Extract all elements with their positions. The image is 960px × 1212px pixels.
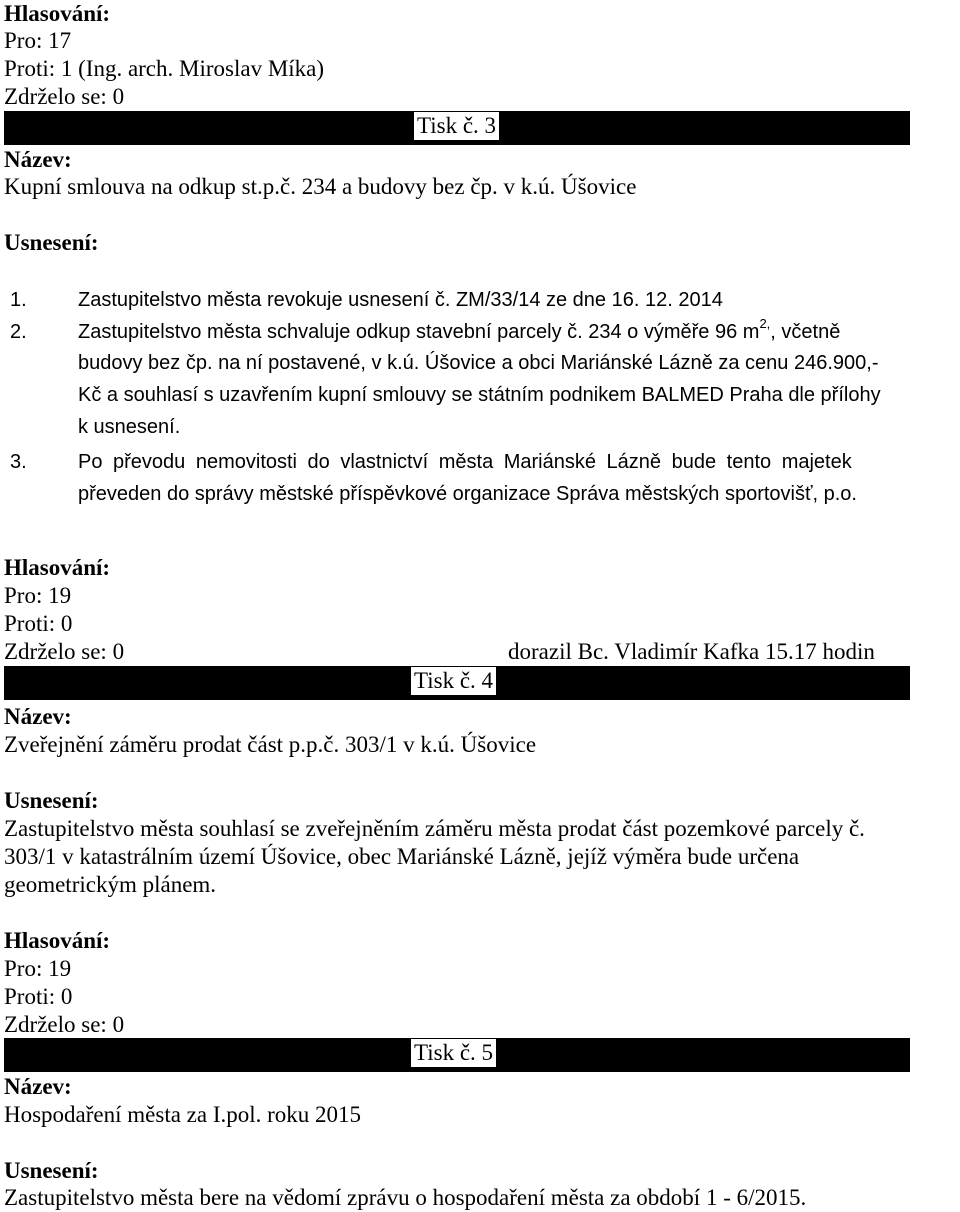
item-text-line: Zastupitelstvo města schvaluje odkup stavební parcely č. 234 o výměře 96 $m^{2,}$, včetně bbox=[78, 316, 841, 343]
votes-for: Pro: 19 bbox=[4, 956, 72, 981]
votes-abstained: Zdrželo se: 0 bbox=[4, 1012, 125, 1037]
voting-heading: Hlasování: bbox=[4, 1, 111, 26]
resolution-text-line: Zastupitelstvo města bere na vědomí zprávu o hospodaření města za období 1 - 6/2015. bbox=[4, 1185, 807, 1210]
item-text-line: k usnesení. bbox=[78, 416, 181, 438]
print-name: Kupní smlouva na odkup st.p.č. 234 a budovy bez čp. v k.ú. Úšovice bbox=[4, 174, 637, 199]
item-number: 1. bbox=[10, 289, 27, 311]
votes-for: Pro: 17 bbox=[4, 28, 72, 53]
resolution-text-line: 303/1 v katastrálním území Úšovice, obec Mariánské Lázně, jejíž výměra bude určena bbox=[4, 844, 800, 869]
print-header-label: Tisk č. 3 bbox=[414, 112, 499, 140]
print-header-label: Tisk č. 5 bbox=[411, 1039, 496, 1067]
name-heading: Název: bbox=[4, 1074, 72, 1099]
resolution-text-line: Zastupitelstvo města souhlasí se zveřejněním záměru města prodat část pozemkové parcely č. bbox=[4, 816, 865, 841]
print-name: Hospodaření města za I.pol. roku 2015 bbox=[4, 1102, 362, 1127]
name-heading: Název: bbox=[4, 147, 72, 172]
item-text: Zastupitelstvo města revokuje usnesení č. ZM/33/14 ze dne 16. 12. 2014 bbox=[78, 289, 723, 311]
item-text-line: převeden do správy městské příspěvkové organizace Správa městských sportovišť, p.o. bbox=[78, 483, 857, 505]
print-name: Zveřejnění záměru prodat část p.p.č. 303/1 v k.ú. Úšovice bbox=[4, 732, 537, 757]
votes-abstained: Zdrželo se: 0 bbox=[4, 84, 125, 109]
votes-against: Proti: 0 bbox=[4, 611, 73, 636]
votes-abstained: Zdrželo se: 0 bbox=[4, 639, 125, 664]
item-text-line: Po převodu nemovitosti do vlastnictví města Mariánské Lázně bude tento majetek bbox=[78, 451, 852, 473]
voting-heading: Hlasování: bbox=[4, 928, 111, 953]
votes-against: Proti: 0 bbox=[4, 984, 73, 1009]
arrival-note: dorazil Bc. Vladimír Kafka 15.17 hodin bbox=[508, 639, 875, 664]
print-header-label: Tisk č. 4 bbox=[411, 667, 496, 695]
resolution-text-line: geometrickým plánem. bbox=[4, 872, 217, 897]
votes-against: Proti: 1 (Ing. arch. Miroslav Míka) bbox=[4, 56, 325, 81]
item-number: 3. bbox=[10, 451, 27, 473]
voting-heading: Hlasování: bbox=[4, 555, 111, 580]
item-text-line: Kč a souhlasí s uzavřením kupní smlouvy se státním podnikem BALMED Praha dle přílohy bbox=[78, 384, 881, 406]
item-text-line: budovy bez čp. na ní postavené, v k.ú. Úšovice a obci Mariánské Lázně za cenu 246.900,- bbox=[78, 352, 879, 374]
name-heading: Název: bbox=[4, 704, 72, 729]
resolution-heading: Usnesení: bbox=[4, 230, 99, 255]
resolution-heading: Usnesení: bbox=[4, 1158, 99, 1183]
item-number: 2. bbox=[10, 321, 27, 343]
votes-for: Pro: 19 bbox=[4, 583, 72, 608]
resolution-heading: Usnesení: bbox=[4, 788, 99, 813]
